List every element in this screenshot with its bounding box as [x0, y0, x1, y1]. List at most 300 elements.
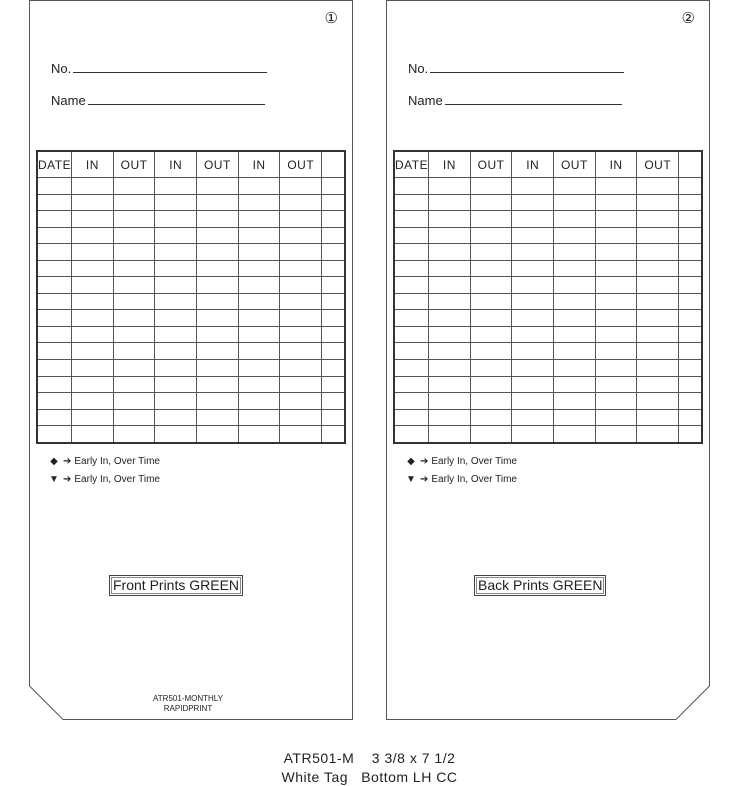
header-in: IN [512, 151, 554, 178]
grid-cell [113, 393, 155, 410]
grid-cell [554, 310, 596, 327]
grid-cell [512, 227, 554, 244]
grid-cell [72, 310, 114, 327]
grid-cell [637, 244, 679, 261]
grid-cell [429, 393, 471, 410]
grid-cell [322, 343, 345, 360]
grid-cell [72, 293, 114, 310]
grid-cell [470, 426, 512, 443]
grid-cell [113, 293, 155, 310]
grid-cell [637, 310, 679, 327]
number-line [73, 71, 267, 73]
grid-cell [72, 227, 114, 244]
grid-cell [238, 244, 280, 261]
grid-cell [238, 227, 280, 244]
grid-cell [155, 227, 197, 244]
grid-cell [429, 260, 471, 277]
grid-cell [470, 360, 512, 377]
grid-cell [470, 310, 512, 327]
grid-row [37, 260, 345, 277]
grid-cell [280, 310, 322, 327]
grid-cell [238, 260, 280, 277]
grid-cell [394, 409, 429, 426]
grid-cell [322, 360, 345, 377]
grid-cell [37, 360, 72, 377]
grid-cell [37, 293, 72, 310]
grid-cell [554, 409, 596, 426]
grid-cell [394, 360, 429, 377]
grid-row [394, 194, 702, 211]
header-in: IN [72, 151, 114, 178]
grid-cell [429, 194, 471, 211]
grid-cell [197, 244, 239, 261]
grid-cell [637, 277, 679, 294]
grid-cell [113, 194, 155, 211]
grid-row [394, 211, 702, 228]
model-line-2: RAPIDPRINT [163, 704, 213, 713]
legend-item [49, 474, 160, 485]
grid-row [37, 194, 345, 211]
header-blank [679, 151, 702, 178]
grid-cell [470, 326, 512, 343]
name-field [51, 93, 265, 108]
model-text [133, 694, 243, 714]
grid-cell [155, 194, 197, 211]
grid-cell [394, 277, 429, 294]
grid-cell [637, 393, 679, 410]
grid-cell [113, 178, 155, 195]
grid-cell [280, 409, 322, 426]
grid-cell [197, 194, 239, 211]
grid-cell [197, 409, 239, 426]
grid-row [394, 376, 702, 393]
grid-cell [394, 194, 429, 211]
grid-cell [512, 409, 554, 426]
grid-cell [470, 211, 512, 228]
grid-cell [280, 326, 322, 343]
time-card-back [386, 0, 710, 720]
grid-cell [280, 211, 322, 228]
grid-cell [238, 343, 280, 360]
grid-cell [394, 244, 429, 261]
grid-cell [554, 277, 596, 294]
grid-cell [470, 244, 512, 261]
grid-cell [512, 211, 554, 228]
grid-cell [238, 426, 280, 443]
grid-cell [322, 426, 345, 443]
grid-cell [470, 393, 512, 410]
grid-cell [322, 393, 345, 410]
name-field [408, 93, 622, 108]
grid-row [394, 244, 702, 261]
grid-cell [595, 393, 637, 410]
grid-cell [595, 343, 637, 360]
header-out: OUT [470, 151, 512, 178]
grid-cell [322, 194, 345, 211]
grid-cell [595, 409, 637, 426]
grid-cell [595, 426, 637, 443]
grid-cell [72, 178, 114, 195]
legend-item [406, 474, 517, 485]
grid-cell [197, 376, 239, 393]
grid-cell [322, 178, 345, 195]
grid-cell [595, 293, 637, 310]
grid-cell [429, 326, 471, 343]
grid-cell [595, 360, 637, 377]
grid-row [37, 293, 345, 310]
grid-cell [37, 227, 72, 244]
grid-cell [280, 376, 322, 393]
grid-cell [470, 178, 512, 195]
grid-cell [155, 409, 197, 426]
grid-row [394, 343, 702, 360]
grid-row [37, 393, 345, 410]
grid-cell [155, 343, 197, 360]
header-out: OUT [113, 151, 155, 178]
grid-row [37, 178, 345, 195]
grid-cell [238, 211, 280, 228]
grid-cell [113, 343, 155, 360]
grid-cell [595, 194, 637, 211]
grid-cell [113, 426, 155, 443]
grid-row [394, 409, 702, 426]
grid-cell [197, 227, 239, 244]
grid-row [394, 326, 702, 343]
grid-cell [554, 343, 596, 360]
grid-cell [470, 376, 512, 393]
diamond-icon: ◆ [407, 456, 415, 467]
grid-cell [72, 326, 114, 343]
grid-cell [113, 326, 155, 343]
grid-cell [679, 211, 702, 228]
grid-cell [595, 376, 637, 393]
arrow-right-icon: ➔ [420, 474, 429, 485]
number-field [51, 61, 267, 76]
grid-cell [512, 376, 554, 393]
grid-cell [238, 293, 280, 310]
number-label: No. [51, 61, 72, 76]
header-out: OUT [280, 151, 322, 178]
grid-row [37, 360, 345, 377]
grid-cell [429, 227, 471, 244]
grid-cell [72, 244, 114, 261]
number-field [408, 61, 624, 76]
grid-cell [155, 244, 197, 261]
grid-cell [429, 409, 471, 426]
grid-cell [470, 227, 512, 244]
grid-cell [322, 310, 345, 327]
grid-cell [394, 376, 429, 393]
grid-cell [429, 376, 471, 393]
time-card-front [29, 0, 353, 720]
grid-cell [595, 211, 637, 228]
grid-row [37, 310, 345, 327]
grid-cell [394, 178, 429, 195]
grid-cell [113, 260, 155, 277]
grid-cell [113, 310, 155, 327]
caption-line-1: ATR501-M 3 3/8 x 7 1/2 [283, 750, 456, 766]
arrow-right-icon: ➔ [63, 456, 72, 467]
number-label: No. [408, 61, 429, 76]
grid-cell [113, 211, 155, 228]
grid-cell [280, 293, 322, 310]
grid-cell [394, 293, 429, 310]
header-in: IN [155, 151, 197, 178]
grid-cell [155, 393, 197, 410]
grid-cell [113, 409, 155, 426]
grid-cell [155, 426, 197, 443]
grid-cell [37, 244, 72, 261]
grid-cell [322, 376, 345, 393]
arrow-right-icon: ➔ [63, 474, 72, 485]
grid-cell [554, 393, 596, 410]
grid-cell [72, 426, 114, 443]
grid-cell [155, 310, 197, 327]
grid-cell [679, 293, 702, 310]
grid-cell [512, 343, 554, 360]
grid-cell [470, 260, 512, 277]
grid-row [394, 178, 702, 195]
grid-cell [637, 260, 679, 277]
grid-cell [37, 343, 72, 360]
grid-cell [679, 360, 702, 377]
grid-row [37, 227, 345, 244]
grid-header-row [37, 151, 345, 178]
grid-cell [37, 211, 72, 228]
grid-cell [280, 277, 322, 294]
grid-row [37, 343, 345, 360]
grid-body [37, 178, 345, 444]
grid-cell [429, 178, 471, 195]
triangle-down-icon: ▼ [406, 474, 416, 485]
grid-cell [238, 178, 280, 195]
grid-cell [679, 244, 702, 261]
number-line [430, 71, 624, 73]
grid-cell [595, 244, 637, 261]
grid-cell [155, 178, 197, 195]
grid-cell [280, 393, 322, 410]
header-date: DATE [37, 151, 72, 178]
back-prints-label: Back Prints GREEN [474, 575, 606, 596]
grid-cell [679, 376, 702, 393]
grid-cell [679, 310, 702, 327]
grid-cell [238, 277, 280, 294]
legend-text: Early In, Over Time [431, 456, 517, 467]
grid-row [37, 244, 345, 261]
grid-cell [238, 409, 280, 426]
grid-cell [595, 178, 637, 195]
grid-cell [679, 178, 702, 195]
grid-cell [429, 293, 471, 310]
grid-cell [637, 194, 679, 211]
grid-cell [155, 360, 197, 377]
grid-cell [429, 426, 471, 443]
grid-cell [322, 277, 345, 294]
grid-cell [197, 360, 239, 377]
legend-item [49, 456, 160, 467]
grid-cell [37, 409, 72, 426]
grid-cell [280, 194, 322, 211]
caption-line-2: White Tag Bottom LH CC [281, 769, 458, 785]
grid-cell [394, 310, 429, 327]
grid-cell [554, 293, 596, 310]
grid-cell [595, 260, 637, 277]
grid-cell [394, 326, 429, 343]
grid-cell [322, 293, 345, 310]
grid-cell [72, 343, 114, 360]
header-out: OUT [197, 151, 239, 178]
grid-cell [322, 409, 345, 426]
grid-cell [470, 194, 512, 211]
grid-cell [595, 277, 637, 294]
grid-cell [637, 227, 679, 244]
grid-cell [637, 360, 679, 377]
grid-cell [72, 260, 114, 277]
grid-cell [595, 227, 637, 244]
grid-cell [197, 393, 239, 410]
grid-cell [155, 293, 197, 310]
grid-cell [554, 227, 596, 244]
grid-cell [322, 326, 345, 343]
grid-cell [394, 343, 429, 360]
grid-cell [113, 376, 155, 393]
grid-cell [394, 426, 429, 443]
grid-cell [280, 343, 322, 360]
grid-cell [280, 426, 322, 443]
grid-cell [37, 194, 72, 211]
grid-cell [37, 376, 72, 393]
grid-cell [512, 178, 554, 195]
grid-cell [113, 227, 155, 244]
grid-cell [679, 426, 702, 443]
grid-cell [197, 260, 239, 277]
grid-cell [394, 211, 429, 228]
grid-cell [238, 310, 280, 327]
grid-cell [155, 260, 197, 277]
grid-header-row [394, 151, 702, 178]
grid-body [394, 178, 702, 444]
grid-cell [512, 293, 554, 310]
grid-cell [238, 393, 280, 410]
grid-cell [155, 376, 197, 393]
grid-cell [197, 310, 239, 327]
legend-text: Early In, Over Time [431, 474, 517, 485]
grid-cell [679, 194, 702, 211]
grid-cell [679, 260, 702, 277]
time-grid [36, 150, 346, 444]
grid-cell [429, 244, 471, 261]
grid-row [37, 376, 345, 393]
grid-cell [554, 178, 596, 195]
grid-cell [554, 376, 596, 393]
grid-row [37, 277, 345, 294]
header-in: IN [238, 151, 280, 178]
grid-cell [470, 293, 512, 310]
grid-cell [72, 409, 114, 426]
grid-cell [238, 360, 280, 377]
grid-cell [322, 260, 345, 277]
grid-cell [470, 343, 512, 360]
grid-cell [679, 343, 702, 360]
grid-cell [637, 343, 679, 360]
header-in: IN [595, 151, 637, 178]
grid-cell [155, 326, 197, 343]
grid-cell [394, 227, 429, 244]
card-number-badge: ① [324, 10, 338, 27]
legend-text: Early In, Over Time [74, 456, 160, 467]
front-prints-label: Front Prints GREEN [109, 575, 243, 596]
grid-cell [155, 211, 197, 228]
grid-cell [554, 260, 596, 277]
grid-cell [72, 393, 114, 410]
grid-cell [37, 260, 72, 277]
grid-cell [512, 360, 554, 377]
name-line [88, 103, 265, 105]
grid-row [37, 326, 345, 343]
grid-cell [280, 260, 322, 277]
grid-cell [679, 277, 702, 294]
grid-cell [637, 409, 679, 426]
grid-cell [72, 360, 114, 377]
grid-cell [512, 310, 554, 327]
grid-cell [238, 326, 280, 343]
grid-cell [197, 326, 239, 343]
grid-cell [429, 360, 471, 377]
grid-row [37, 426, 345, 443]
grid-cell [595, 310, 637, 327]
grid-cell [679, 227, 702, 244]
arrow-right-icon: ➔ [420, 456, 429, 467]
grid-cell [637, 426, 679, 443]
grid-cell [554, 360, 596, 377]
grid-cell [113, 244, 155, 261]
grid-cell [280, 360, 322, 377]
grid-cell [554, 326, 596, 343]
grid-cell [72, 194, 114, 211]
grid-cell [554, 194, 596, 211]
grid-cell [37, 426, 72, 443]
grid-cell [512, 277, 554, 294]
grid-cell [72, 376, 114, 393]
name-label: Name [51, 93, 86, 108]
header-out: OUT [637, 151, 679, 178]
grid-cell [37, 326, 72, 343]
grid-cell [554, 426, 596, 443]
diamond-icon: ◆ [50, 456, 58, 467]
grid-cell [512, 426, 554, 443]
header-in: IN [429, 151, 471, 178]
grid-cell [679, 393, 702, 410]
grid-row [394, 310, 702, 327]
grid-row [394, 277, 702, 294]
grid-cell [637, 293, 679, 310]
header-blank [322, 151, 345, 178]
grid-cell [637, 376, 679, 393]
grid-cell [280, 227, 322, 244]
grid-cell [155, 277, 197, 294]
header-out: OUT [554, 151, 596, 178]
grid-cell [429, 211, 471, 228]
grid-cell [37, 178, 72, 195]
grid-cell [512, 194, 554, 211]
grid-cell [512, 393, 554, 410]
grid-cell [512, 260, 554, 277]
header-date: DATE [394, 151, 429, 178]
grid-cell [280, 178, 322, 195]
grid-row [394, 360, 702, 377]
grid-cell [322, 227, 345, 244]
grid-cell [197, 211, 239, 228]
